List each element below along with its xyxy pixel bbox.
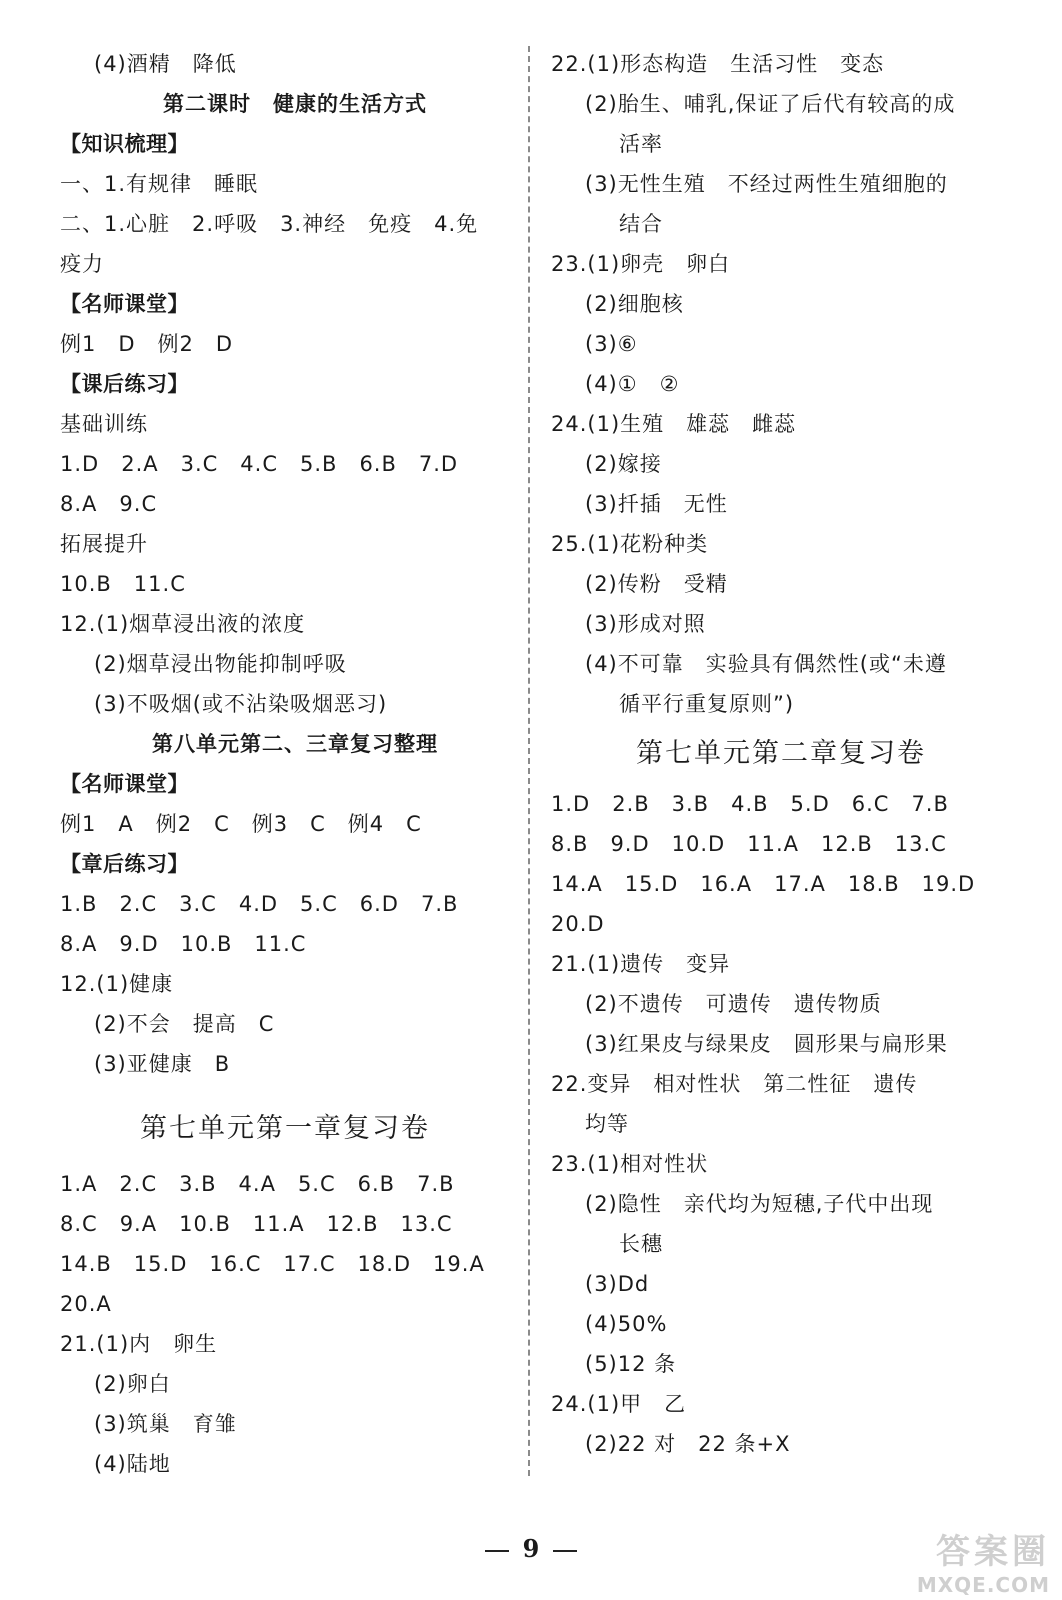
answer-line: (2)胎生、哺乳,保证了后代有较高的成 xyxy=(585,92,956,116)
answer-line: 活率 xyxy=(619,132,663,156)
section-heading: 【名师课堂】 xyxy=(60,772,189,796)
answer-line: 8.A 9.C xyxy=(60,492,158,516)
section-heading: 【名师课堂】 xyxy=(60,292,189,316)
answer-line: (4)① ② xyxy=(585,372,680,396)
answer-line: 8.B 9.D 10.D 11.A 12.B 13.C xyxy=(551,832,947,856)
answer-line: (4)不可靠 实验具有偶然性(或“未遵 xyxy=(585,652,947,676)
section-heading: 【章后练习】 xyxy=(60,852,189,876)
answer-line: 均等 xyxy=(585,1112,629,1136)
watermark-logo-text: 答案圈 xyxy=(936,1532,1050,1572)
footer-dash-left xyxy=(485,1550,509,1552)
answer-line: 25.(1)花粉种类 xyxy=(551,532,709,556)
answer-line: 循平行重复原则”) xyxy=(619,692,795,716)
answer-line: 8.A 9.D 10.B 11.C xyxy=(60,932,307,956)
answer-line: 24.(1)生殖 雄蕊 雌蕊 xyxy=(551,412,797,436)
answer-line: 疫力 xyxy=(60,252,104,276)
answer-line: (2)细胞核 xyxy=(585,292,684,316)
lesson-title: 第二课时 健康的生活方式 xyxy=(163,92,427,116)
answer-line: (2)烟草浸出物能抑制呼吸 xyxy=(94,652,347,676)
sub-heading: 拓展提升 xyxy=(60,532,148,556)
column-divider xyxy=(528,46,530,1476)
answer-line: 20.D xyxy=(551,912,605,936)
answer-line: (4)50% xyxy=(585,1312,668,1336)
answer-line: 21.(1)内 卵生 xyxy=(60,1332,218,1356)
answer-line: (3)Dd xyxy=(585,1272,650,1296)
answer-line: 长穗 xyxy=(619,1232,663,1256)
answer-line: 例1 D 例2 D xyxy=(60,332,234,356)
answer-line: (3)不吸烟(或不沾染吸烟恶习) xyxy=(94,692,388,716)
answer-line: 8.C 9.A 10.B 11.A 12.B 13.C xyxy=(60,1212,453,1236)
answer-line: 1.B 2.C 3.C 4.D 5.C 6.D 7.B xyxy=(60,892,459,916)
answer-line: 20.A xyxy=(60,1292,112,1316)
left-column xyxy=(60,44,510,1484)
answer-line: (3)无性生殖 不经过两性生殖细胞的 xyxy=(585,172,948,196)
answer-line: 23.(1)卵壳 卵白 xyxy=(551,252,731,276)
answer-line: (2)传粉 受精 xyxy=(585,572,728,596)
answer-line: 10.B 11.C xyxy=(60,572,186,596)
answer-line: 22.(1)形态构造 生活习性 变态 xyxy=(551,52,885,76)
watermark-url: MXQE.COM xyxy=(916,1573,1050,1597)
footer-dash-right xyxy=(553,1550,577,1552)
answer-line: (4)酒精 降低 xyxy=(94,52,237,76)
answer-line: (3)筑巢 育雏 xyxy=(94,1412,237,1436)
answer-line: (2)不会 提高 C xyxy=(94,1012,275,1036)
section-heading: 【课后练习】 xyxy=(60,372,189,396)
sub-heading: 基础训练 xyxy=(60,412,148,436)
answer-line: (3)⑥ xyxy=(585,332,638,356)
answer-line: 1.A 2.C 3.B 4.A 5.C 6.B 7.B xyxy=(60,1172,455,1196)
answer-line: (3)扦插 无性 xyxy=(585,492,728,516)
answer-line: (2)隐性 亲代均为短穗,子代中出现 xyxy=(585,1192,934,1216)
answer-line: (3)红果皮与绿果皮 圆形果与扁形果 xyxy=(585,1032,948,1056)
answer-line: (5)12 条 xyxy=(585,1352,677,1376)
answer-line: 一、1.有规律 睡眠 xyxy=(60,172,259,196)
unit-review-title: 第八单元第二、三章复习整理 xyxy=(152,732,438,756)
answer-line: (2)嫁接 xyxy=(585,452,662,476)
answer-line: 1.D 2.A 3.C 4.C 5.B 6.B 7.D xyxy=(60,452,459,476)
answer-line: 21.(1)遗传 变异 xyxy=(551,952,731,976)
answer-line: 14.B 15.D 16.C 17.C 18.D 19.A xyxy=(60,1252,485,1276)
page-number: 9 xyxy=(522,1534,540,1563)
answer-line: 14.A 15.D 16.A 17.A 18.B 19.D xyxy=(551,872,976,896)
answer-line: (3)亚健康 B xyxy=(94,1052,231,1076)
answer-line: 二、1.心脏 2.呼吸 3.神经 免疫 4.免 xyxy=(60,212,479,236)
review-paper-title: 第七单元第二章复习卷 xyxy=(636,738,926,769)
answer-line: 22.变异 相对性状 第二性征 遗传 xyxy=(551,1072,918,1096)
answer-line: 12.(1)健康 xyxy=(60,972,174,996)
answer-line: (2)不遗传 可遗传 遗传物质 xyxy=(585,992,882,1016)
right-column xyxy=(551,44,1011,1464)
answer-line: 23.(1)相对性状 xyxy=(551,1152,709,1176)
site-watermark xyxy=(850,1524,1050,1597)
answer-line: 结合 xyxy=(619,212,663,236)
answer-line: 12.(1)烟草浸出液的浓度 xyxy=(60,612,306,636)
answer-line: 24.(1)甲 乙 xyxy=(551,1392,687,1416)
answer-line: (2)22 对 22 条+X xyxy=(585,1432,791,1456)
review-paper-title: 第七单元第一章复习卷 xyxy=(140,1113,430,1144)
section-heading: 【知识梳理】 xyxy=(60,132,189,156)
answer-line: 例1 A 例2 C 例3 C 例4 C xyxy=(60,812,422,836)
answer-line: (2)卵白 xyxy=(94,1372,171,1396)
answer-line: 1.D 2.B 3.B 4.B 5.D 6.C 7.B xyxy=(551,792,949,816)
answer-line: (3)形成对照 xyxy=(585,612,706,636)
answer-line: (4)陆地 xyxy=(94,1452,171,1476)
